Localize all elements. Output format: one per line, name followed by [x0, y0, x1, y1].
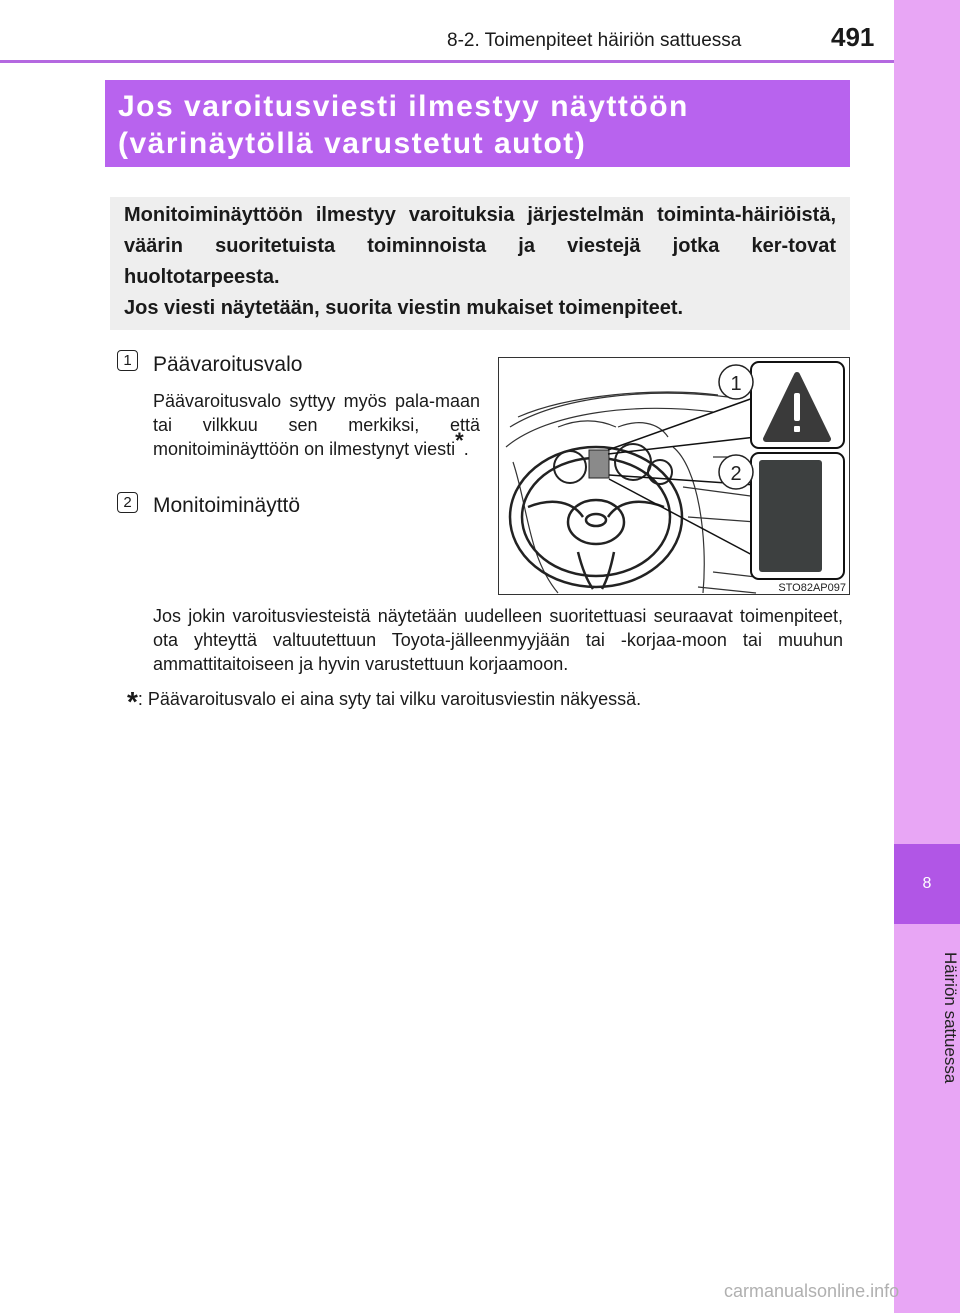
item-1-heading: Päävaroitusvalo: [153, 353, 303, 376]
exclamation-bar: [794, 393, 800, 421]
figure-code: STO82AP097: [778, 582, 846, 594]
footnote: [127, 686, 641, 718]
item-1-description-end: .: [463, 439, 469, 459]
intro-paragraph-2: Jos viesti näytetään, suorita viestin mukaiset toimenpiteet.: [124, 297, 684, 319]
dashboard-illustration: [498, 357, 850, 595]
callout-2-label: 2: [730, 463, 742, 485]
watermark: carmanualsonline.info: [724, 1281, 900, 1301]
item-1-footnote-marker: *: [455, 428, 464, 453]
body-paragraph: Jos jokin varoitusviesteistä näytetään uudelleen suoritettuasi seuraavat toimenpiteet, ota yhteyttä valtuutettuun Toyota-jälleenmyyjään tai -korjaa-moon tai muuhun ammattitaitoiseen ja hyvin varustettuun korjaamoon.: [153, 606, 843, 674]
header-divider: [0, 60, 894, 63]
intro-box: [110, 197, 850, 330]
section-title-line2: (värinäytöllä varustetut autot): [118, 127, 587, 160]
intro-paragraph-1: Monitoiminäyttöön ilmestyy varoituksia järjestelmän toiminta-häiriöistä, väärin suoritetuista toiminnoista ja viestejä jotka ker-tovat huoltotarpeesta.: [124, 204, 836, 288]
display-location-marker: [589, 450, 609, 478]
item-1-number-badge: 1: [117, 350, 138, 371]
section-title-line1: Jos varoitusviesti ilmestyy näyttöön: [118, 90, 689, 123]
section-title-box: [105, 80, 850, 167]
chapter-title-vertical: Häiriön sattuessa: [941, 952, 960, 1084]
item-1-description-text: Päävaroitusvalo syttyy myös pala-maan tai vilkkuu sen merkiksi, että monitoiminäyttöön on ilmestynyt viesti: [153, 391, 480, 459]
exclamation-dot: [794, 426, 800, 432]
callout-1-label: 1: [730, 373, 742, 395]
side-tab: [894, 0, 960, 1313]
item-2-number-badge: 2: [117, 492, 138, 513]
multi-display-screen: [759, 460, 822, 572]
section-header: 8-2. Toimenpiteet häiriön sattuessa: [447, 30, 742, 51]
footnote-text: : Päävaroitusvalo ei aina syty tai vilku varoitusviestin näkyessä.: [137, 689, 642, 709]
item-2-heading: Monitoiminäyttö: [153, 494, 301, 517]
item-1-description: [153, 389, 480, 461]
chapter-number-tab[interactable]: 8: [894, 844, 960, 924]
page-number: 491: [831, 22, 875, 52]
footnote-marker: *: [127, 686, 138, 717]
